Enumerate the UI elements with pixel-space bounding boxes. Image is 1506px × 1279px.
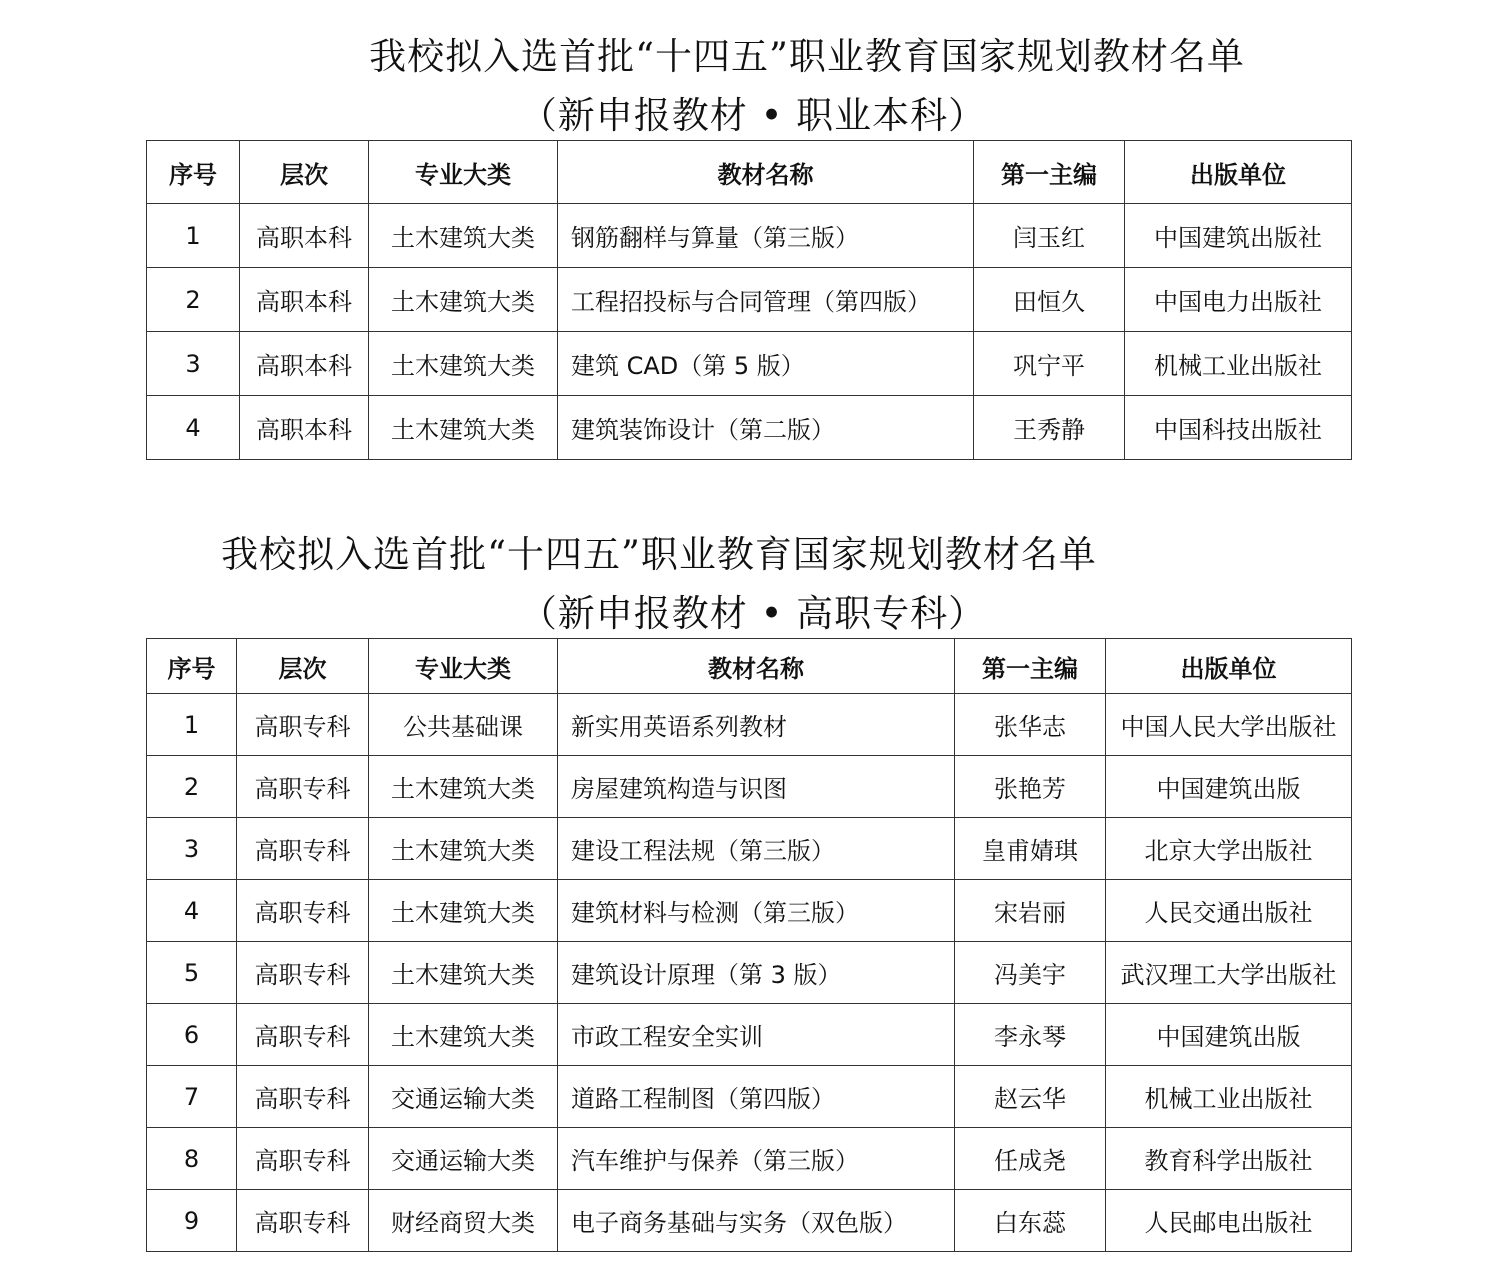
table-row [147, 756, 1352, 818]
cell-publisher: 北京大学出版社 [1106, 818, 1352, 880]
cell-level: 高职专科 [237, 1128, 369, 1190]
table-row [147, 332, 1352, 396]
cell-publisher: 武汉理工大学出版社 [1106, 942, 1352, 1004]
cell-publisher: 机械工业出版社 [1125, 332, 1352, 396]
cell-textbook-name: 新实用英语系列教材 [558, 694, 955, 756]
cell-chief-editor: 宋岩丽 [955, 880, 1106, 942]
cell-publisher: 中国建筑出版 [1106, 1004, 1352, 1066]
cell-textbook-name: 市政工程安全实训 [558, 1004, 955, 1066]
cell-level: 高职专科 [237, 880, 369, 942]
table-header-row [147, 639, 1352, 694]
cell-level: 高职专科 [237, 1190, 369, 1252]
cell-category: 土木建筑大类 [369, 880, 558, 942]
table-row [147, 880, 1352, 942]
cell-publisher: 中国科技出版社 [1125, 396, 1352, 460]
cell-level: 高职专科 [237, 694, 369, 756]
cell-textbook-name: 建筑装饰设计（第二版） [558, 396, 974, 460]
cell-category: 土木建筑大类 [369, 818, 558, 880]
cell-category: 土木建筑大类 [369, 396, 558, 460]
table-row [147, 818, 1352, 880]
cell-level: 高职本科 [240, 396, 369, 460]
table-row [147, 1128, 1352, 1190]
cell-index: 4 [147, 880, 237, 942]
cell-textbook-name: 建设工程法规（第三版） [558, 818, 955, 880]
section2-subtitle: （新申报教材 • 高职专科） [519, 592, 987, 635]
cell-level: 高职本科 [240, 332, 369, 396]
cell-index: 7 [147, 1066, 237, 1128]
table-row [147, 1066, 1352, 1128]
table-row [147, 694, 1352, 756]
cell-index: 4 [147, 396, 240, 460]
cell-chief-editor: 李永琴 [955, 1004, 1106, 1066]
table-row [147, 1190, 1352, 1252]
header-publisher: 出版单位 [1125, 141, 1352, 204]
header-index: 序号 [147, 639, 237, 694]
cell-index: 3 [147, 818, 237, 880]
cell-publisher: 人民交通出版社 [1106, 880, 1352, 942]
cell-level: 高职本科 [240, 268, 369, 332]
cell-category: 财经商贸大类 [369, 1190, 558, 1252]
cell-index: 8 [147, 1128, 237, 1190]
cell-index: 6 [147, 1004, 237, 1066]
table-row [147, 942, 1352, 1004]
cell-chief-editor: 皇甫婧琪 [955, 818, 1106, 880]
cell-chief-editor: 任成尧 [955, 1128, 1106, 1190]
cell-level: 高职本科 [240, 204, 369, 268]
cell-level: 高职专科 [237, 818, 369, 880]
table-row [147, 396, 1352, 460]
cell-chief-editor: 王秀静 [974, 396, 1125, 460]
textbook-table-vocational [146, 638, 1352, 1252]
cell-textbook-name: 电子商务基础与实务（双色版） [558, 1190, 955, 1252]
cell-publisher: 中国建筑出版社 [1125, 204, 1352, 268]
cell-publisher: 教育科学出版社 [1106, 1128, 1352, 1190]
header-chief-editor: 第一主编 [974, 141, 1125, 204]
header-category: 专业大类 [369, 639, 558, 694]
cell-textbook-name: 工程招投标与合同管理（第四版） [558, 268, 974, 332]
header-chief-editor: 第一主编 [955, 639, 1106, 694]
cell-level: 高职专科 [237, 756, 369, 818]
cell-level: 高职专科 [237, 1004, 369, 1066]
cell-textbook-name: 房屋建筑构造与识图 [558, 756, 955, 818]
cell-publisher: 中国人民大学出版社 [1106, 694, 1352, 756]
table-header-row [147, 141, 1352, 204]
cell-textbook-name: 建筑 CAD（第 5 版） [558, 332, 974, 396]
cell-index: 2 [147, 756, 237, 818]
header-textbook-name: 教材名称 [558, 141, 974, 204]
cell-chief-editor: 田恒久 [974, 268, 1125, 332]
cell-publisher: 中国电力出版社 [1125, 268, 1352, 332]
section2-title: 我校拟入选首批“十四五”职业教育国家规划教材名单 [221, 533, 1097, 576]
cell-level: 高职专科 [237, 942, 369, 1004]
cell-index: 1 [147, 694, 237, 756]
cell-category: 土木建筑大类 [369, 204, 558, 268]
cell-textbook-name: 建筑设计原理（第 3 版） [558, 942, 955, 1004]
header-publisher: 出版单位 [1106, 639, 1352, 694]
cell-textbook-name: 钢筋翻样与算量（第三版） [558, 204, 974, 268]
cell-index: 1 [147, 204, 240, 268]
header-level: 层次 [237, 639, 369, 694]
cell-publisher: 人民邮电出版社 [1106, 1190, 1352, 1252]
header-level: 层次 [240, 141, 369, 204]
cell-category: 土木建筑大类 [369, 1004, 558, 1066]
header-category: 专业大类 [369, 141, 558, 204]
cell-publisher: 中国建筑出版 [1106, 756, 1352, 818]
table-row [147, 1004, 1352, 1066]
cell-category: 公共基础课 [369, 694, 558, 756]
cell-textbook-name: 汽车维护与保养（第三版） [558, 1128, 955, 1190]
section1-title: 我校拟入选首批“十四五”职业教育国家规划教材名单 [369, 35, 1245, 78]
cell-category: 交通运输大类 [369, 1128, 558, 1190]
cell-chief-editor: 白东蕊 [955, 1190, 1106, 1252]
textbook-table-undergraduate [146, 140, 1352, 460]
cell-level: 高职专科 [237, 1066, 369, 1128]
cell-index: 2 [147, 268, 240, 332]
cell-category: 土木建筑大类 [369, 268, 558, 332]
cell-chief-editor: 张华志 [955, 694, 1106, 756]
cell-index: 5 [147, 942, 237, 1004]
cell-category: 土木建筑大类 [369, 332, 558, 396]
section1-subtitle: （新申报教材 • 职业本科） [519, 94, 987, 137]
cell-textbook-name: 道路工程制图（第四版） [558, 1066, 955, 1128]
table-row [147, 204, 1352, 268]
table-row [147, 268, 1352, 332]
header-textbook-name: 教材名称 [558, 639, 955, 694]
cell-index: 9 [147, 1190, 237, 1252]
cell-category: 土木建筑大类 [369, 756, 558, 818]
cell-chief-editor: 赵云华 [955, 1066, 1106, 1128]
cell-chief-editor: 冯美宇 [955, 942, 1106, 1004]
cell-chief-editor: 闫玉红 [974, 204, 1125, 268]
cell-textbook-name: 建筑材料与检测（第三版） [558, 880, 955, 942]
cell-chief-editor: 张艳芳 [955, 756, 1106, 818]
cell-index: 3 [147, 332, 240, 396]
header-index: 序号 [147, 141, 240, 204]
cell-publisher: 机械工业出版社 [1106, 1066, 1352, 1128]
cell-category: 交通运输大类 [369, 1066, 558, 1128]
cell-category: 土木建筑大类 [369, 942, 558, 1004]
cell-chief-editor: 巩宁平 [974, 332, 1125, 396]
